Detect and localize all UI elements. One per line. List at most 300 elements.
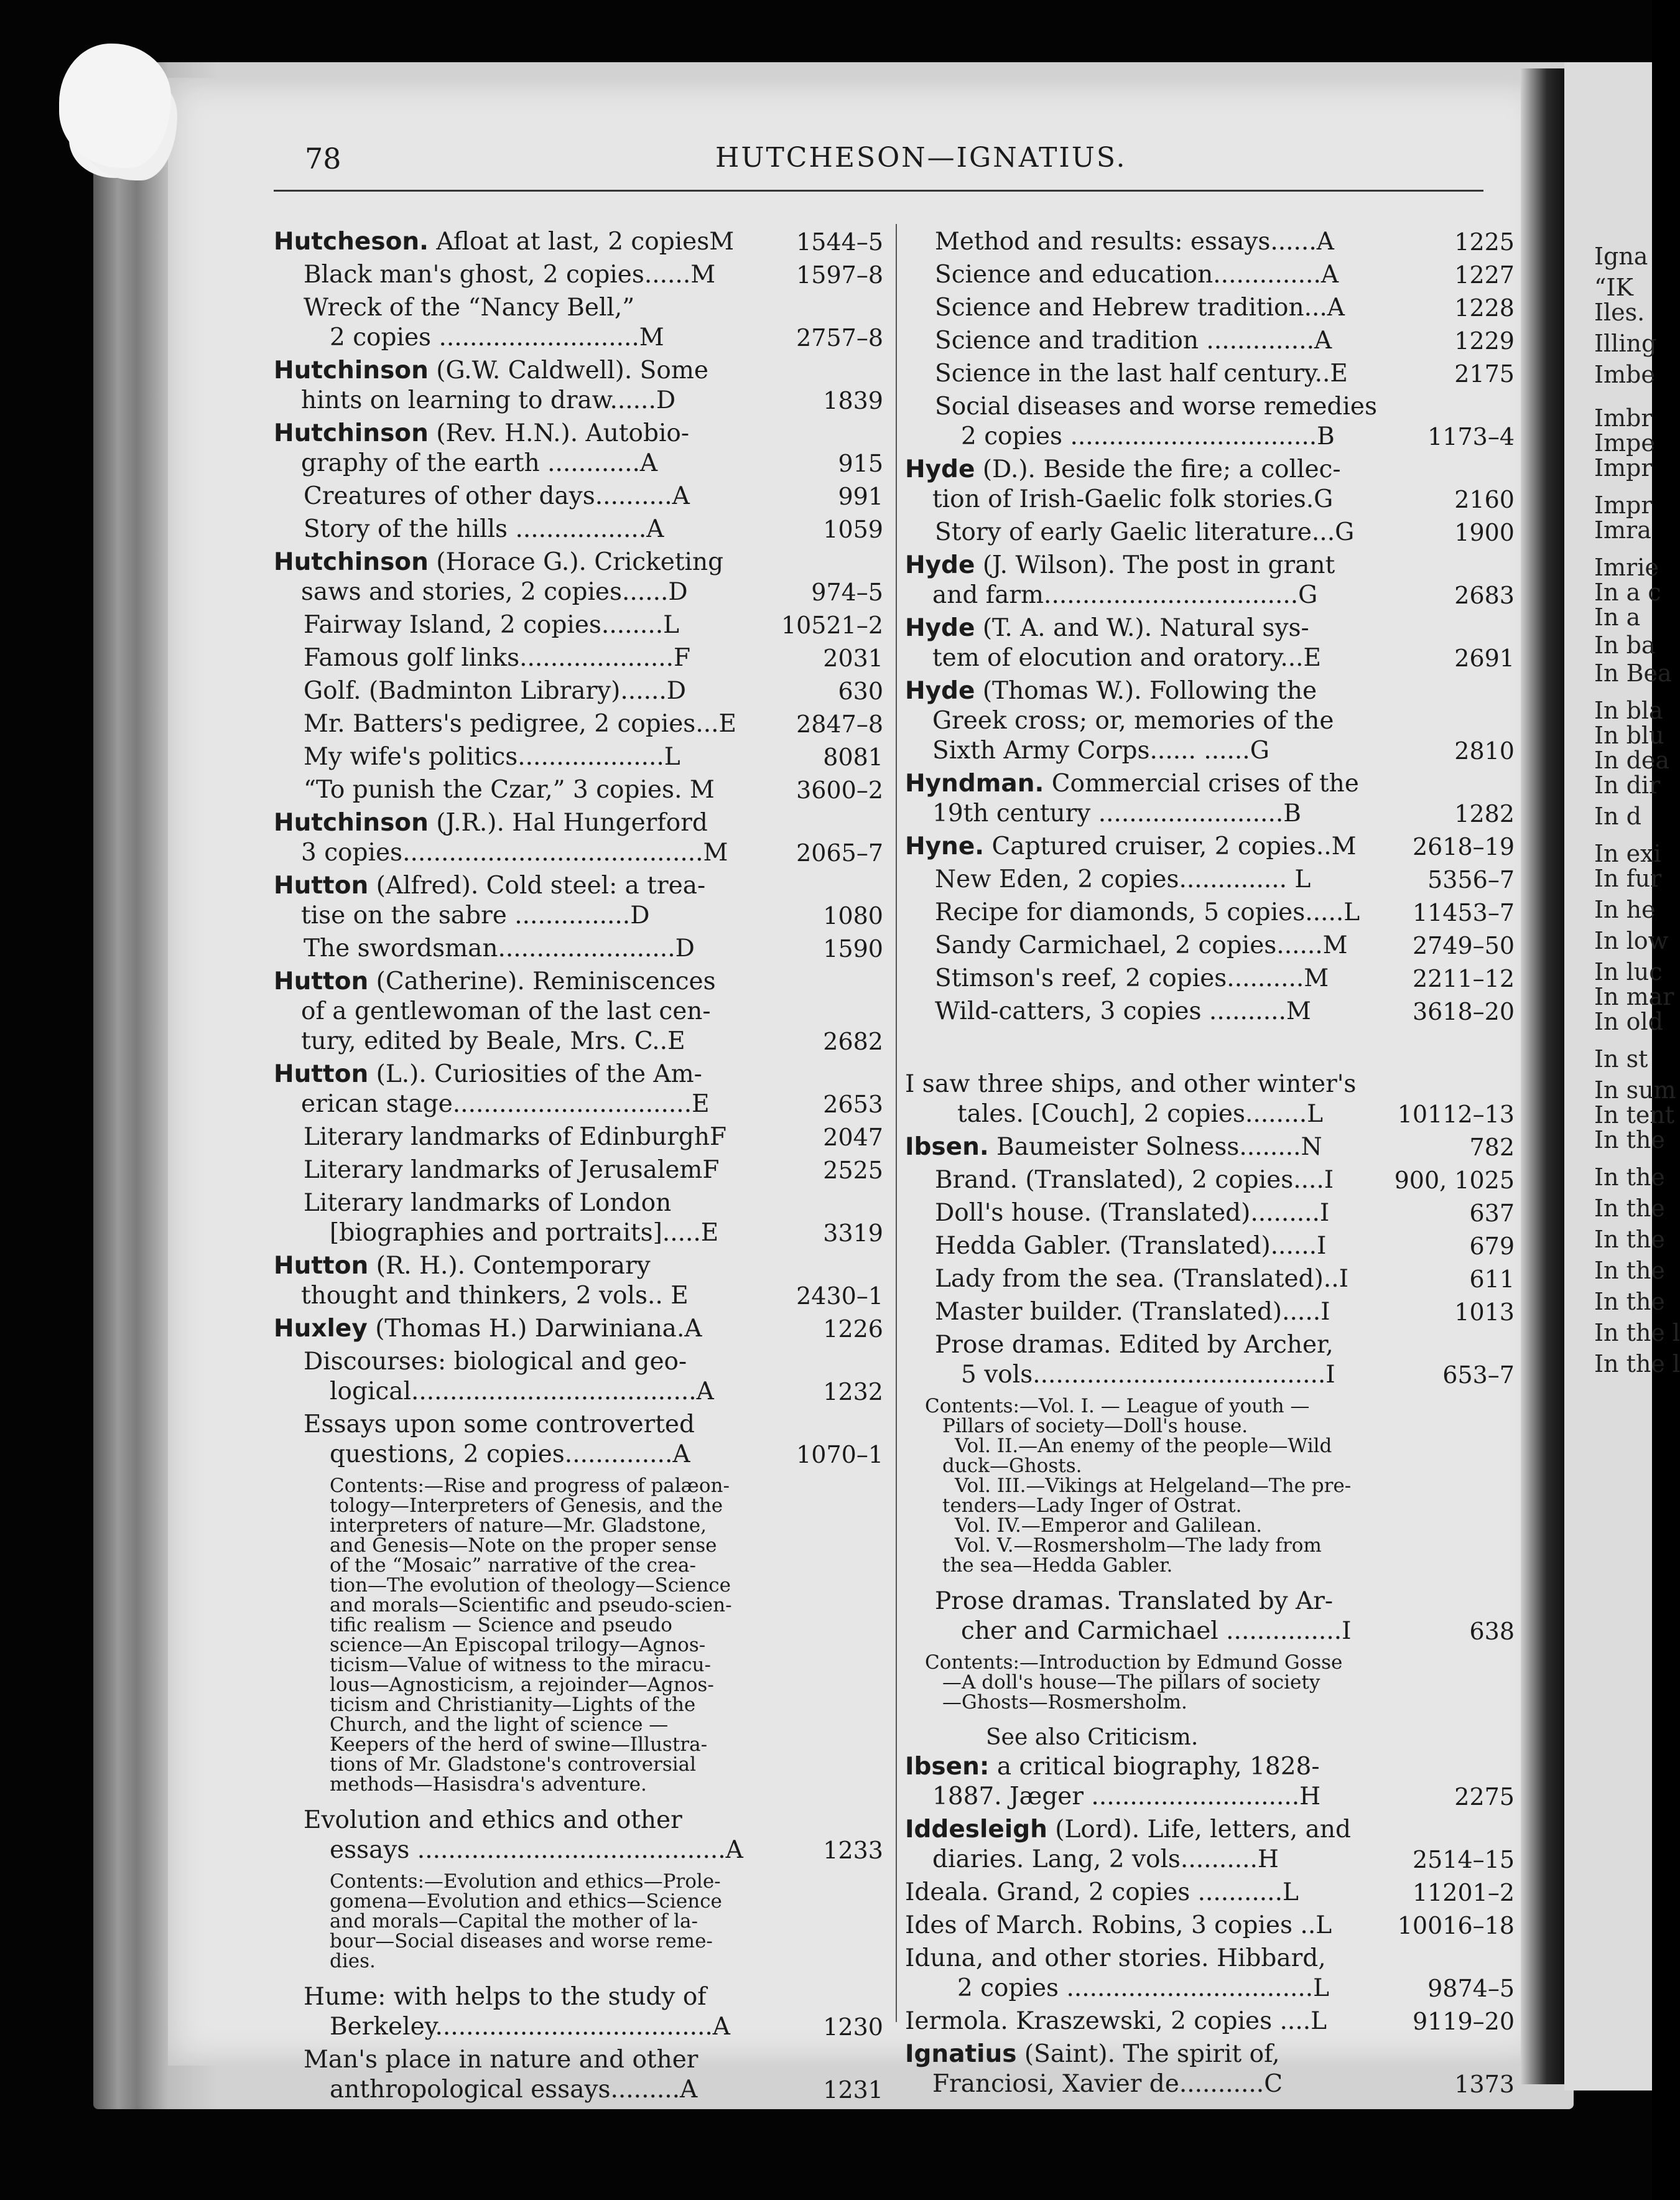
shelf-number: 2847–8: [796, 711, 883, 738]
catalog-subentry: [905, 1587, 1515, 1646]
entry-text: (Rev. H.N.). Autobio-: [436, 419, 690, 447]
author-heading: Huxley: [274, 1315, 368, 1343]
entry-line: [274, 2075, 883, 2105]
entry-line: [274, 1251, 883, 1281]
catalog-entry: [905, 832, 1515, 862]
shelf-number: 2175: [1454, 360, 1515, 388]
shelf-number: 2514–15: [1412, 1846, 1515, 1873]
shelf-number: 10112–13: [1397, 1101, 1515, 1128]
catalog-entry: [905, 1815, 1515, 1875]
column-divider: [896, 224, 897, 2022]
contents-line: tion—The evolution of theology—Science: [330, 1574, 731, 1596]
catalog-subentry: [274, 482, 883, 511]
entry-line: [905, 359, 1515, 389]
next-page-text: In the l: [1594, 1350, 1680, 1377]
entry-line: [905, 485, 1515, 515]
entry-line: [274, 356, 883, 386]
catalog-subentry: [274, 610, 883, 640]
entry-text: anthropological essays.........A: [330, 2076, 698, 2104]
entry-line: [905, 551, 1515, 580]
catalog-subentry: [905, 1165, 1515, 1195]
author-heading: Iddesleigh: [905, 1815, 1047, 1843]
gutter-shadow: [1521, 68, 1564, 2084]
entry-line: [274, 997, 883, 1027]
entry-text: I saw three ships, and other winter's: [905, 1070, 1357, 1098]
next-page-text: In tent: [1594, 1101, 1675, 1129]
next-page-text: In the: [1594, 1288, 1665, 1315]
entry-text: and farm.................................G: [932, 581, 1318, 609]
entry-line: [905, 455, 1515, 485]
entry-line: [274, 742, 883, 772]
author-heading: Hutton: [274, 872, 369, 900]
entry-text: Greek cross; or, memories of the: [932, 707, 1334, 735]
next-page-text: In mar: [1594, 983, 1674, 1010]
next-page-text: In fur: [1594, 865, 1662, 892]
shelf-number: 1230: [823, 2013, 883, 2041]
entry-text: Iermola. Kraszewski, 2 copies ....L: [905, 2007, 1327, 2035]
next-page-text: Impr: [1594, 492, 1653, 519]
entry-line: [274, 1314, 883, 1344]
catalog-subentry: [905, 1198, 1515, 1228]
next-page-text: In a: [1594, 604, 1641, 631]
entry-line: [274, 709, 883, 739]
entry-text: a critical biography, 1828-: [996, 1753, 1320, 1781]
next-page-text: Igna: [1594, 243, 1648, 270]
entry-line: [274, 1440, 883, 1470]
author-heading: Hyde: [905, 455, 975, 483]
shelf-number: 2160: [1454, 486, 1515, 513]
entry-text: Mr. Batters's pedigree, 2 copies...E: [304, 710, 736, 738]
catalog-subentry: [905, 1878, 1515, 1908]
author-heading: Hyde: [905, 551, 975, 579]
entry-text: Doll's house. (Translated).........I: [935, 1199, 1330, 1227]
author-heading: Hutchinson: [274, 419, 429, 447]
shelf-number: 2525: [823, 1157, 883, 1184]
contents-line: Contents:—Rise and progress of palæon-: [330, 1475, 730, 1497]
shelf-number: 2031: [823, 645, 883, 672]
entry-text: Literary landmarks of London: [304, 1189, 672, 1217]
entry-line: [905, 736, 1515, 766]
shelf-number: 1231: [823, 2076, 883, 2104]
entry-text: Science and education..............A: [935, 261, 1339, 289]
catalog-subentry: [274, 293, 883, 353]
entry-line: [274, 1027, 883, 1056]
contents-line: dies.: [330, 1950, 376, 1972]
entry-text: 2 copies ..........................M: [330, 324, 664, 352]
entry-line: [274, 449, 883, 478]
catalog-subentry: [905, 931, 1515, 961]
entry-text: Social diseases and worse remedies: [935, 393, 1377, 421]
contents-line: Contents:—Introduction by Edmund Gosse: [925, 1651, 1343, 1674]
entry-line: [274, 871, 883, 901]
contents-line: interpreters of nature—Mr. Gladstone,: [330, 1514, 707, 1537]
shelf-number: 630: [838, 678, 883, 705]
entry-text: Creatures of other days..........A: [304, 482, 690, 510]
next-page-text: In old: [1594, 1008, 1663, 1035]
contents-line: science—An Episcopal trilogy—Agnos-: [330, 1634, 706, 1656]
shelf-number: 1070–1: [796, 1441, 883, 1468]
catalog-subentry: [905, 326, 1515, 356]
contents-note: [274, 1476, 883, 1794]
entry-text: 5 vols......................................I: [961, 1361, 1335, 1389]
entry-text: The swordsman.......................D: [304, 935, 695, 962]
shelf-number: 1225: [1454, 228, 1515, 256]
entry-line: [905, 1070, 1515, 1099]
catalog-subentry: [905, 260, 1515, 290]
next-page-text: In sum: [1594, 1076, 1676, 1104]
shelf-number: 2682: [823, 1028, 883, 1055]
entry-text: (Thomas W.). Following the: [982, 677, 1317, 705]
shelf-number: 1229: [1454, 327, 1515, 355]
entry-text: (Alfred). Cold steel: a trea-: [376, 872, 706, 900]
entry-text: My wife's politics...................L: [304, 743, 680, 771]
contents-line: Contents:—Vol. I. — League of youth —: [925, 1395, 1310, 1417]
entry-line: [274, 548, 883, 577]
catalog-entry: [274, 967, 883, 1056]
right-column: [905, 227, 1515, 2102]
shelf-number: 1590: [823, 935, 883, 962]
entry-line: [905, 799, 1515, 829]
catalog-subentry: [905, 2007, 1515, 2036]
page-number: 78: [305, 142, 341, 175]
entry-text: questions, 2 copies..............A: [330, 1440, 690, 1468]
next-page-text: In the: [1594, 1226, 1665, 1253]
entry-text: Master builder. (Translated).....I: [935, 1298, 1330, 1326]
catalog-entry: [905, 551, 1515, 610]
running-head: HUTCHESON—IGNATIUS.: [715, 142, 1127, 174]
shelf-number: 638: [1469, 1618, 1515, 1645]
entry-line: [274, 1806, 883, 1835]
entry-text: (Lord). Life, letters, and: [1055, 1815, 1351, 1843]
next-page-text: In dir: [1594, 771, 1661, 799]
entry-text: tury, edited by Beale, Mrs. C..E: [301, 1027, 685, 1055]
next-page-text: In bla: [1594, 697, 1663, 724]
entry-gap: [905, 1030, 1515, 1070]
shelf-number: 1232: [823, 1378, 883, 1405]
entry-text: tise on the sabre ...............D: [301, 902, 650, 930]
entry-text: Hume: with helps to the study of: [304, 1983, 707, 2011]
shelf-number: 9119–20: [1412, 2008, 1515, 2035]
contents-line: Keepers of the herd of swine—Illustra-: [330, 1733, 708, 1756]
shelf-number: 1282: [1454, 800, 1515, 827]
next-page-fragment: [1564, 62, 1680, 2090]
catalog-subentry: [905, 1944, 1515, 2003]
entry-line: [905, 865, 1515, 895]
catalog-subentry: [905, 898, 1515, 928]
shelf-number: 653–7: [1442, 1361, 1515, 1389]
entry-text: Man's place in nature and other: [304, 2046, 698, 2074]
entry-line: [274, 676, 883, 706]
entry-text: essays ........................................A: [330, 1836, 743, 1864]
left-column: [274, 227, 883, 2108]
entry-text: 2 copies ................................B: [961, 422, 1335, 450]
shelf-number: 1173–4: [1427, 423, 1515, 450]
entry-line: [274, 643, 883, 673]
entry-line: [274, 901, 883, 931]
catalog-subentry: [905, 997, 1515, 1027]
entry-line: [274, 808, 883, 838]
entry-line: [274, 1218, 883, 1248]
entry-text: of a gentlewoman of the last cen-: [301, 997, 711, 1025]
entry-line: [905, 643, 1515, 673]
catalog-subentry: [274, 1188, 883, 1248]
catalog-entry: [274, 808, 883, 868]
next-page-text: In the: [1594, 1195, 1665, 1222]
shelf-number: 2683: [1454, 582, 1515, 609]
next-page-text: In blu: [1594, 722, 1664, 749]
catalog-subentry: [905, 964, 1515, 994]
shelf-number: 8081: [823, 743, 883, 771]
catalog-entry: [274, 1314, 883, 1344]
entry-text: thought and thinkers, 2 vols.. E: [301, 1282, 689, 1310]
shelf-number: 1839: [823, 387, 883, 414]
entry-text: (J.R.). Hal Hungerford: [436, 809, 708, 837]
contents-line: Church, and the light of science —: [330, 1713, 669, 1736]
entry-line: [905, 518, 1515, 548]
contents-note: [274, 1871, 883, 1971]
entry-text: saws and stories, 2 copies......D: [301, 578, 688, 606]
catalog-entry: [905, 1132, 1515, 1162]
author-heading: Hutton: [274, 967, 369, 995]
entry-line: [274, 260, 883, 290]
next-page-text: In the: [1594, 1126, 1665, 1154]
shelf-number: 11453–7: [1412, 899, 1515, 926]
contents-line: tions of Mr. Gladstone's controversial: [330, 1753, 697, 1776]
catalog-subentry: [905, 518, 1515, 548]
shelf-number: 2653: [823, 1091, 883, 1118]
shelf-number: 3600–2: [796, 776, 883, 804]
catalog-entry: [274, 1060, 883, 1119]
next-page-text: Imbe: [1594, 361, 1655, 388]
catalog-subentry: [274, 742, 883, 772]
shelf-number: 2691: [1454, 645, 1515, 672]
catalog-subentry: [274, 1347, 883, 1407]
catalog-entry: [905, 455, 1515, 515]
shelf-number: 3618–20: [1412, 998, 1515, 1025]
entry-text: 19th century ........................B: [932, 799, 1301, 827]
contents-line: ticism and Christianity—Lights of the: [330, 1694, 696, 1716]
entry-line: [905, 1752, 1515, 1782]
catalog-subentry: [274, 676, 883, 706]
entry-text: tion of Irish-Gaelic folk stories.G: [932, 485, 1334, 513]
contents-line: Vol. IV.—Emperor and Galilean.: [955, 1514, 1263, 1537]
catalog-subentry: [905, 1330, 1515, 1390]
shelf-number: 1900: [1454, 519, 1515, 546]
entry-text: Wreck of the “Nancy Bell,”: [304, 294, 635, 322]
next-page-text: In ba: [1594, 632, 1656, 659]
author-heading: Hyne.: [905, 832, 985, 860]
shelf-number: 900, 1025: [1394, 1167, 1515, 1194]
entry-text: Sandy Carmichael, 2 copies......M: [935, 931, 1348, 959]
author-heading: Hutcheson.: [274, 228, 429, 256]
entry-line: [274, 482, 883, 511]
entry-text: Fairway Island, 2 copies........L: [304, 611, 680, 639]
entry-line: [905, 1974, 1515, 2003]
entry-line: [905, 2039, 1515, 2069]
next-page-text: In dea: [1594, 747, 1670, 774]
entry-line: [274, 1347, 883, 1377]
entry-line: [905, 1782, 1515, 1812]
entry-line: [905, 227, 1515, 257]
entry-text: graphy of the earth ............A: [301, 449, 658, 477]
catalog-subentry: [274, 643, 883, 673]
shelf-number: 1228: [1454, 294, 1515, 322]
shelf-number: 1373: [1454, 2071, 1515, 2098]
entry-text: (G.W. Caldwell). Some: [436, 357, 708, 385]
catalog-entry: [274, 419, 883, 478]
contents-line: and morals—Capital the mother of la-: [330, 1910, 698, 1932]
catalog-subentry: [905, 1264, 1515, 1294]
entry-line: [274, 1377, 883, 1407]
contents-line: Vol. V.—Rosmersholm—The lady from: [955, 1534, 1322, 1557]
contents-line: and morals—Scientific and pseudo-scien-: [330, 1594, 732, 1616]
catalog-subentry: [905, 1297, 1515, 1327]
contents-line: bour—Social diseases and worse reme-: [330, 1930, 713, 1952]
entry-text: Berkeley....................................A: [330, 2013, 730, 2041]
entry-line: [274, 1835, 883, 1865]
entry-line: [905, 1815, 1515, 1845]
shelf-number: 2757–8: [796, 324, 883, 352]
entry-line: [905, 1587, 1515, 1616]
next-page-text: Imrie: [1594, 554, 1659, 581]
shelf-number: 2065–7: [796, 839, 883, 867]
entry-line: [905, 293, 1515, 323]
catalog-subentry: [905, 227, 1515, 257]
next-page-text: Impr: [1594, 454, 1653, 482]
catalog-subentry: [905, 1231, 1515, 1261]
entry-line: [274, 1122, 883, 1152]
entry-text: Hedda Gabler. (Translated)......I: [935, 1232, 1327, 1260]
entry-line: [905, 1360, 1515, 1390]
entry-text: Story of the hills .................A: [304, 515, 664, 543]
entry-line: [274, 323, 883, 353]
entry-line: [274, 1410, 883, 1440]
contents-line: ticism—Value of witness to the miracu-: [330, 1654, 711, 1676]
contents-line: and Genesis—Note on the proper sense: [330, 1534, 717, 1557]
entry-text: Franciosi, Xavier de...........C: [932, 2070, 1283, 2098]
contents-line: lous—Agnosticism, a rejoinder—Agnos-: [330, 1674, 714, 1696]
entry-text: Sixth Army Corps...... ......G: [932, 737, 1269, 765]
next-page-text: In d: [1594, 803, 1641, 830]
entry-text: Black man's ghost, 2 copies......M: [304, 261, 716, 289]
entry-text: Prose dramas. Edited by Archer,: [935, 1331, 1334, 1359]
entry-text: Science and tradition ..............A: [935, 327, 1332, 355]
catalog-entry: [905, 676, 1515, 766]
shelf-number: 3319: [823, 1219, 883, 1247]
entry-text: logical.....................................A: [330, 1377, 714, 1405]
entry-line: [905, 1264, 1515, 1294]
entry-text: Essays upon some controverted: [304, 1410, 695, 1438]
entry-text: 3 copies.......................................M: [301, 839, 728, 867]
entry-text: Story of early Gaelic literature...G: [935, 518, 1355, 546]
next-page-text: In a c: [1594, 579, 1661, 606]
entry-line: [905, 392, 1515, 422]
entry-text: hints on learning to draw......D: [301, 386, 676, 414]
entry-text: Baumeister Solness........N: [996, 1133, 1322, 1161]
author-heading: Hutchinson: [274, 809, 429, 837]
catalog-subentry: [905, 865, 1515, 895]
entry-text: Literary landmarks of EdinburghF: [304, 1123, 727, 1151]
entry-text: Golf. (Badminton Library)......D: [304, 677, 687, 705]
next-page-text: In luc: [1594, 958, 1663, 986]
entry-line: [274, 515, 883, 544]
entry-text: (J. Wilson). The post in grant: [982, 551, 1335, 579]
header-rule: [274, 190, 1483, 192]
catalog-subentry: [274, 709, 883, 739]
shelf-number: 5356–7: [1427, 866, 1515, 893]
entry-line: [905, 706, 1515, 736]
entry-text: Iduna, and other stories. Hibbard,: [905, 1944, 1326, 1972]
shelf-number: 782: [1469, 1134, 1515, 1161]
next-page-text: In low: [1594, 927, 1669, 954]
shelf-number: 611: [1469, 1265, 1515, 1293]
author-heading: Hutton: [274, 1252, 369, 1280]
entry-text: erican stage...............................E: [301, 1090, 710, 1118]
entry-text: “To punish the Czar,” 3 copies. M: [304, 776, 715, 804]
entry-text: Stimson's reef, 2 copies..........M: [935, 964, 1329, 992]
author-heading: Hyde: [905, 614, 975, 642]
shelf-number: 991: [838, 483, 883, 510]
next-page-text: In the: [1594, 1257, 1665, 1284]
contents-line: gomena—Evolution and ethics—Science: [330, 1890, 722, 1913]
contents-line: the sea—Hedda Gabler.: [942, 1554, 1173, 1577]
entry-text: (Catherine). Reminiscences: [376, 967, 716, 995]
catalog-subentry: [905, 1911, 1515, 1941]
shelf-number: 1227: [1454, 261, 1515, 289]
entry-text: Ides of March. Robins, 3 copies ..L: [905, 1911, 1332, 1939]
entry-line: [905, 613, 1515, 643]
entry-line: [274, 419, 883, 449]
shelf-number: 1080: [823, 902, 883, 930]
author-heading: Hutton: [274, 1060, 369, 1088]
entry-line: [274, 967, 883, 997]
entry-line: [905, 260, 1515, 290]
catalog-entry: [905, 769, 1515, 829]
contents-note: [905, 1652, 1515, 1712]
entry-line: [905, 326, 1515, 356]
next-page-text: In st: [1594, 1045, 1648, 1073]
next-page-text: Imra: [1594, 516, 1651, 544]
entry-line: [905, 1330, 1515, 1360]
catalog-entry: [274, 548, 883, 607]
entry-text: (R. H.). Contemporary: [376, 1252, 651, 1280]
next-page-text: In the: [1594, 1163, 1665, 1191]
shelf-number: 637: [1469, 1200, 1515, 1227]
entry-text: Famous golf links....................F: [304, 644, 691, 672]
next-page-text: In he: [1594, 896, 1656, 923]
shelf-number: 1544–5: [796, 228, 883, 256]
author-heading: Hutchinson: [274, 357, 429, 385]
entry-text: Ideala. Grand, 2 copies ...........L: [905, 1878, 1299, 1906]
catalog-subentry: [905, 293, 1515, 323]
catalog-entry: [274, 227, 883, 257]
author-heading: Hyde: [905, 677, 975, 705]
contents-note: [905, 1396, 1515, 1575]
entry-line: [274, 2012, 883, 2042]
shelf-number: 2275: [1454, 1783, 1515, 1811]
shelf-number: 1233: [823, 1837, 883, 1864]
entry-line: [274, 1281, 883, 1311]
catalog-entry: [905, 1752, 1515, 1812]
catalog-subentry: [274, 1155, 883, 1185]
entry-line: [274, 934, 883, 964]
entry-text: Recipe for diamonds, 5 copies.....L: [935, 898, 1360, 926]
contents-line: Contents:—Evolution and ethics—Prole-: [330, 1870, 721, 1893]
entry-text: [biographies and portraits].....E: [330, 1219, 719, 1247]
page-header: [305, 142, 1487, 185]
contents-line: tenders—Lady Inger of Ostrat.: [942, 1494, 1242, 1517]
entry-text: Afloat at last, 2 copiesM: [436, 228, 735, 256]
